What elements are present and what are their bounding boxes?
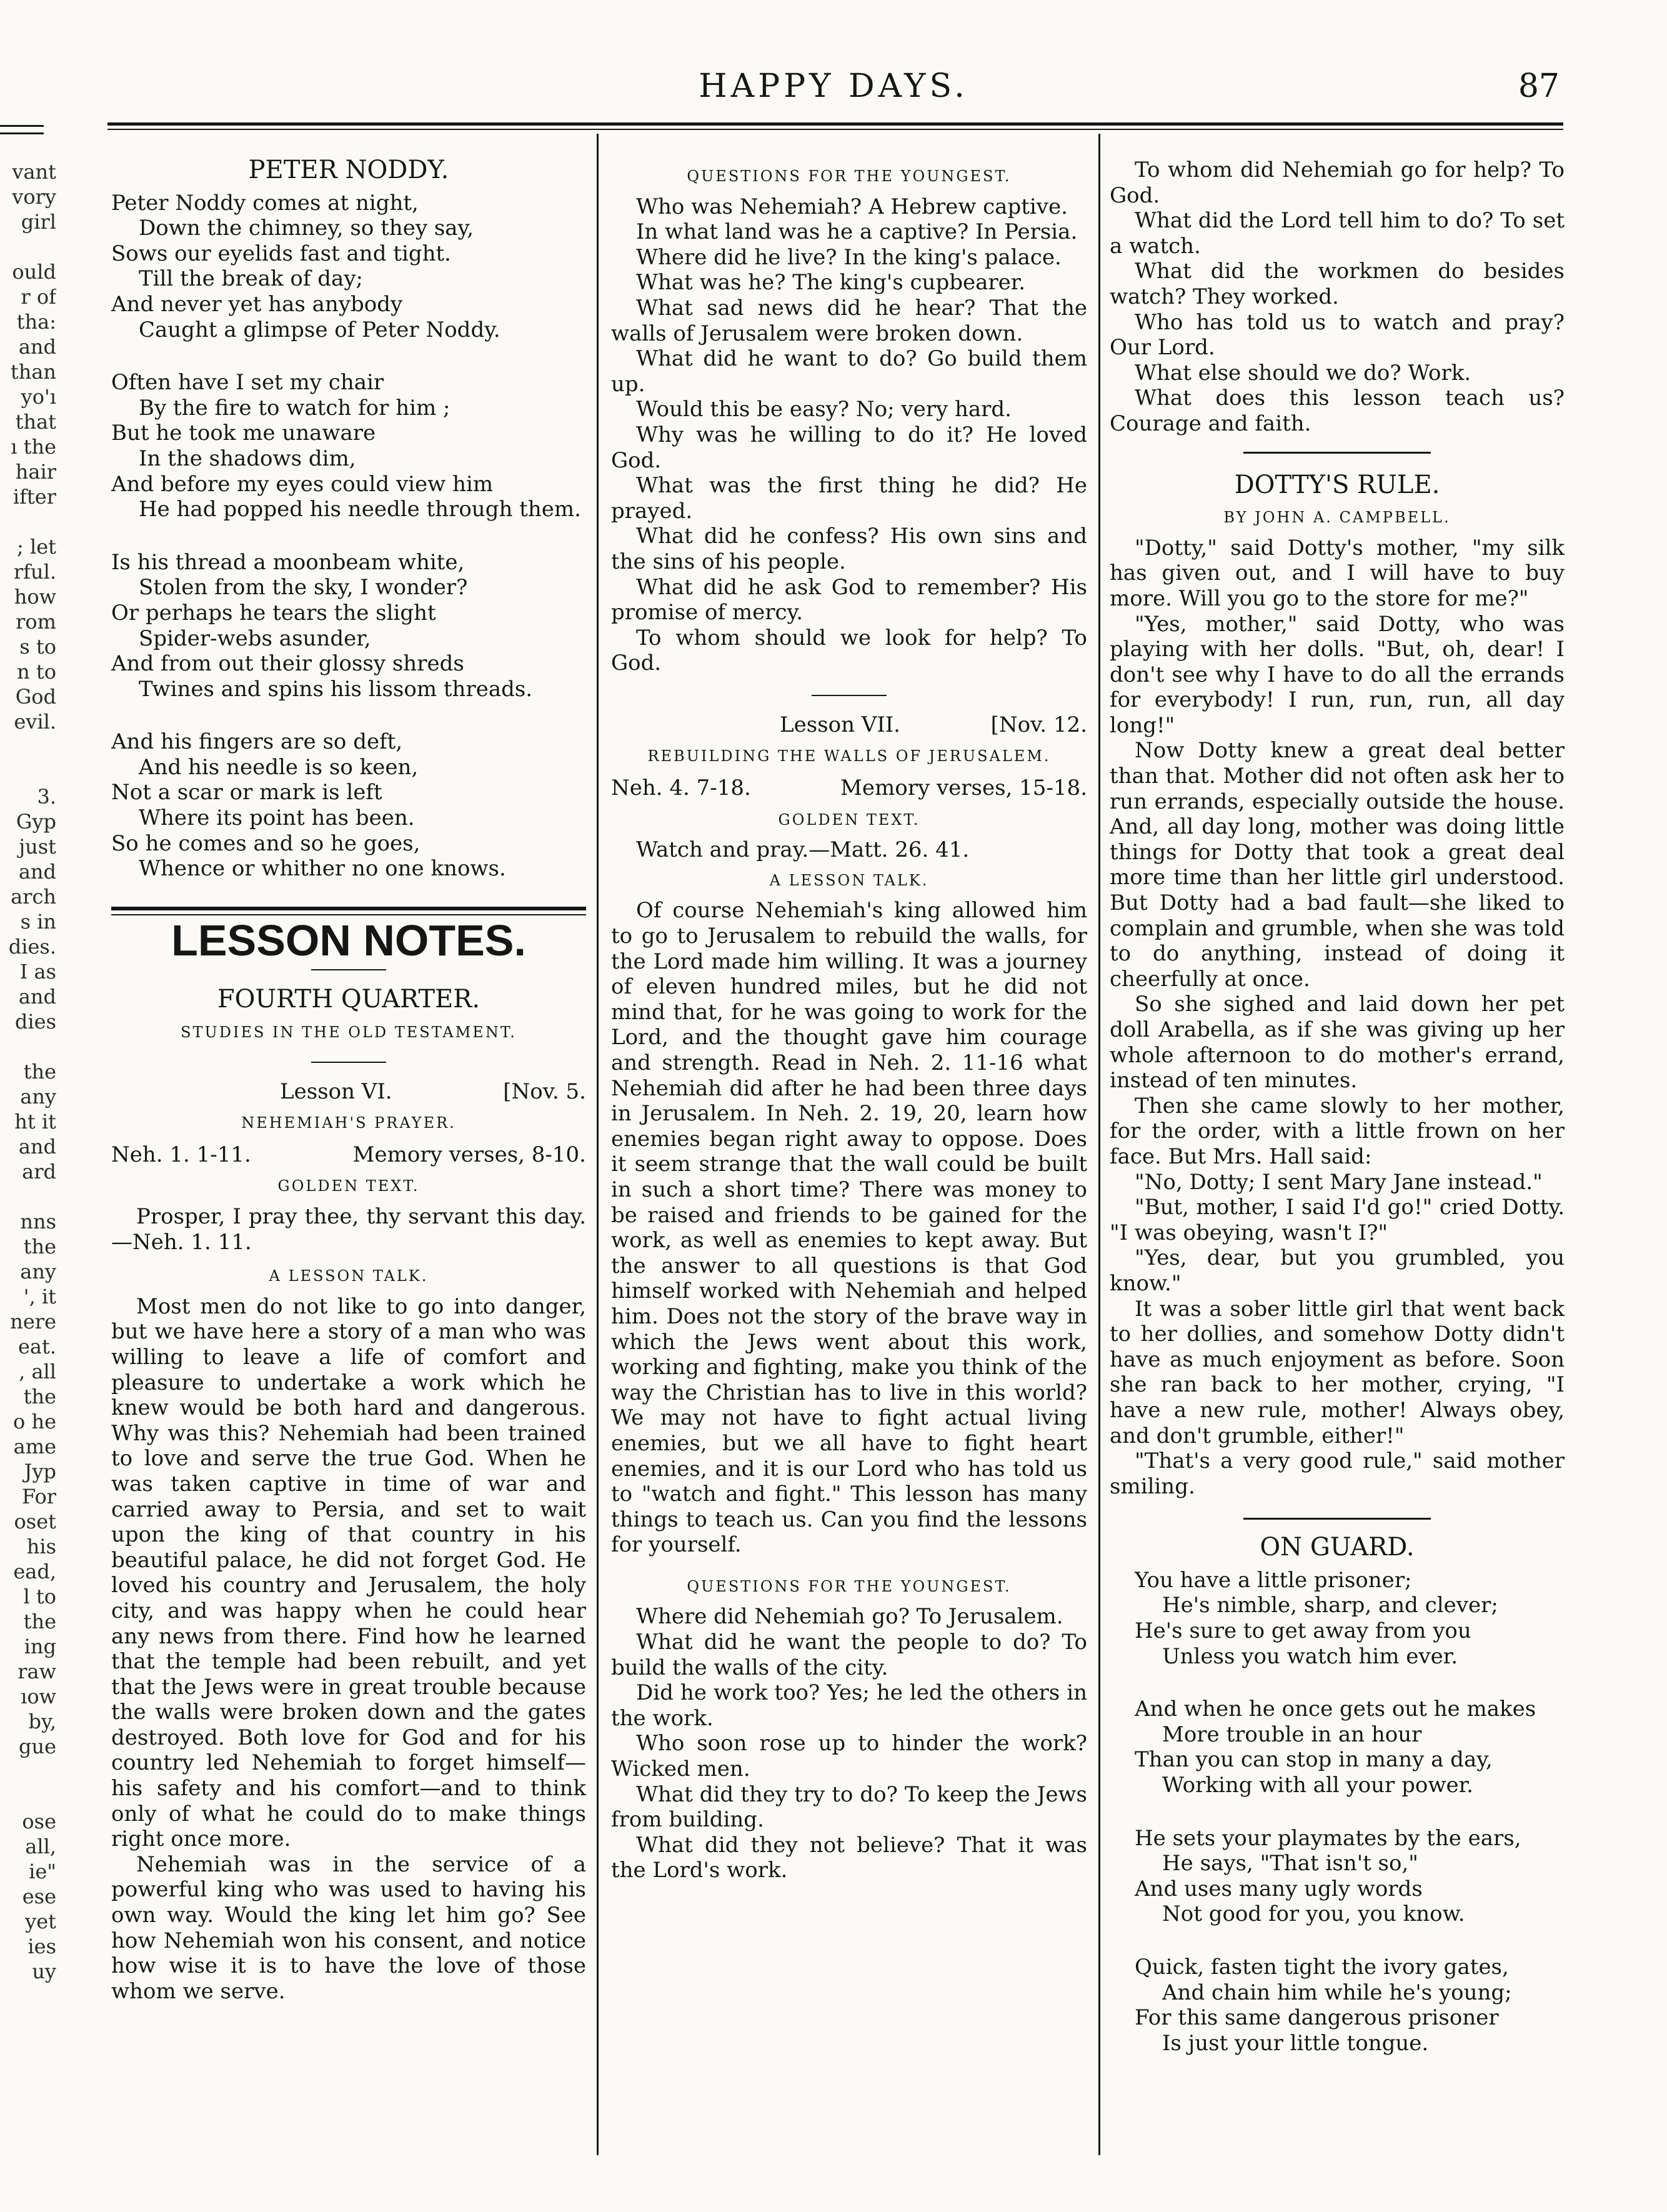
- running-head: HAPPY DAYS.: [699, 67, 968, 105]
- fragment-line: ', it: [23, 1285, 56, 1308]
- fragment-line: hair: [15, 460, 56, 484]
- fragment-line: ame: [13, 1435, 56, 1458]
- lesson7-talk: [611, 898, 1087, 1557]
- question-answer: Did he work too? Yes; he led the others in the work.: [611, 1680, 1087, 1731]
- story-paragraph: It was a sober little girl that went back to her dollies, and somehow Dotty didn't have as much enjoyment as before. Soon she ran back to her mother, crying, "I have a new rule, mother! Always obey, and don't grumble, either!": [1110, 1296, 1565, 1448]
- question-answer: What did they not believe? That it was the Lord's work.: [611, 1832, 1087, 1883]
- fragment-line: o he: [13, 1410, 56, 1433]
- fragment-line: dies: [14, 1010, 56, 1034]
- lesson7-questions: [611, 1604, 1087, 1883]
- poem-line: Is his thread a moonbeam white,: [111, 549, 465, 575]
- fragment-line: uy: [32, 1960, 56, 1983]
- poem-line: Spider-webs asunder,: [139, 625, 371, 651]
- fragment-line: Jyp: [24, 1460, 56, 1483]
- story-dottys-rule: [1110, 536, 1565, 1500]
- poem-line: And when he once gets out he makes: [1135, 1696, 1536, 1722]
- poem-line: Often have I set my chair: [111, 370, 384, 396]
- lesson-notes-heading: LESSON NOTES.: [171, 915, 526, 965]
- fragment-line: the: [23, 1610, 56, 1633]
- separator: [311, 969, 386, 970]
- lesson7-date: [Nov. 12.: [990, 712, 1087, 737]
- question-answer: Who soon rose up to hinder the work? Wicked men.: [611, 1731, 1087, 1782]
- fragment-line: his: [26, 1535, 56, 1558]
- fragment-line: eat.: [17, 1335, 56, 1358]
- separator: [311, 1062, 386, 1063]
- lesson7-number: Lesson VII.: [780, 712, 900, 737]
- fragment-line: and: [18, 860, 56, 884]
- lesson7-talk-label: A LESSON TALK.: [769, 871, 929, 889]
- lesson7-questions-label: QUESTIONS FOR THE YOUNGEST.: [687, 1577, 1012, 1595]
- lesson6-talk-label: A LESSON TALK.: [269, 1267, 429, 1285]
- fragment-line: girl: [21, 210, 56, 234]
- question-answer: Where did Nehemiah go? To Jerusalem.: [636, 1604, 1063, 1630]
- fragment-line: ese: [22, 1885, 56, 1908]
- fragment-line: [0, 1184, 56, 1209]
- fragment-line: raw: [17, 1660, 56, 1683]
- story-paragraph: "But, mother, I said I'd go!" cried Dotty. "I was obeying, wasn't I?": [1110, 1195, 1565, 1245]
- fragment-line: yo'ı: [21, 385, 56, 409]
- fragment-line: yet: [25, 1910, 56, 1933]
- fragment-line: just: [19, 835, 56, 859]
- story-paragraph: "Yes, mother," said Dotty, who was playing with her dolls. "But, oh, dear! I don't see why I have to do all the errands for everybody! I run, run, run, all day long!": [1110, 611, 1565, 738]
- poem-line: Twines and spins his lissom threads.: [139, 676, 533, 702]
- fragment-line: and: [18, 335, 56, 359]
- ornamental-separator: [1243, 452, 1431, 454]
- quarter-heading: FOURTH QUARTER.: [217, 985, 480, 1014]
- question-answer: In what land was he a captive? In Persia.: [636, 219, 1078, 245]
- fragment-line: [0, 734, 56, 759]
- poem-line: Peter Noddy comes at night,: [111, 190, 419, 216]
- lesson6-header: [111, 1079, 586, 1105]
- poem-line: You have a little prisoner;: [1135, 1567, 1412, 1593]
- header-rule-thin: [107, 129, 1563, 130]
- ornamental-separator: [1243, 1518, 1431, 1520]
- fragment-line: the: [23, 1385, 56, 1408]
- poem-line: He had popped his needle through them.: [139, 497, 581, 522]
- column-left: [111, 157, 586, 2004]
- poem-line: Where its point has been.: [139, 805, 415, 831]
- poem-line: He's nimble, sharp, and clever;: [1162, 1593, 1498, 1618]
- studies-heading: STUDIES IN THE OLD TESTAMENT.: [181, 1024, 517, 1042]
- fragment-line: vant: [12, 160, 56, 184]
- fragment-line: all,: [25, 1835, 56, 1858]
- fragment-line: vory: [12, 185, 56, 209]
- poem-stanza: [1135, 1955, 1565, 2056]
- fragment-line: ı the: [11, 435, 56, 459]
- question-answer: What did they try to do? To keep the Jews from building.: [611, 1781, 1087, 1833]
- fragment-line: [0, 234, 56, 259]
- fragment-line: ıow: [21, 1685, 56, 1708]
- question-answer: What was the first thing he did? He prayed.: [611, 473, 1087, 524]
- fragment-line: ing: [24, 1635, 56, 1658]
- fragment-line: and: [18, 1135, 56, 1158]
- lesson6-golden-label: GOLDEN TEXT.: [277, 1177, 420, 1195]
- poem-line: Till the break of day;: [139, 266, 363, 292]
- poem-line: Not good for you, you know.: [1162, 1901, 1465, 1927]
- question-answer: Who has told us to watch and pray? Our Lord.: [1110, 309, 1565, 361]
- fragment-line: and: [18, 985, 56, 1009]
- lesson7-scripture: Neh. 4. 7-18.: [611, 775, 751, 801]
- fragment-line: I as: [19, 960, 56, 984]
- poem-stanza: [1135, 1696, 1565, 1798]
- fragment-line: rful.: [13, 560, 56, 584]
- poem-line: And never yet has anybody: [111, 291, 403, 317]
- story-paragraph: "No, Dotty; I sent Mary Jane instead.": [1135, 1169, 1543, 1195]
- fragment-line: oset: [14, 1510, 56, 1533]
- fragment-line: ies: [27, 1935, 56, 1958]
- fragment-line: ead,: [13, 1560, 56, 1583]
- poem-stanza: [111, 729, 586, 882]
- poem-line: But he took me unaware: [111, 421, 376, 446]
- fragment-line: , all: [19, 1360, 56, 1383]
- lesson6-scripture: Neh. 1. 1-11.: [111, 1142, 251, 1167]
- fragment-line: [0, 1034, 56, 1059]
- poem-line: In the shadows dim,: [139, 446, 356, 471]
- question-answer: What did the workmen do besides watch? They worked.: [1110, 259, 1565, 309]
- poem-stanza: [111, 550, 586, 702]
- lesson6-number: Lesson VI.: [280, 1079, 392, 1104]
- poem-line: Or perhaps he tears the slight: [111, 600, 436, 625]
- poem-line: Quick, fasten tight the ivory gates,: [1135, 1955, 1509, 1980]
- poem-line: And his needle is so keen,: [139, 754, 419, 780]
- fragment-line: s to: [19, 635, 56, 659]
- fragment-line: ie": [29, 1860, 56, 1883]
- poem-line: Down the chimney, so they say,: [139, 216, 474, 241]
- talk-paragraph: Nehemiah was in the service of a powerful king who was used to having his own way. Would the king let him go? See how Nehemiah won his consent, and notice how wise it is to have the love of those whom we serve.: [111, 1851, 586, 2004]
- fragment-line: [0, 759, 56, 784]
- adjacent-page-fragments: [0, 159, 56, 1984]
- poem-line: Unless you watch him ever.: [1162, 1643, 1458, 1669]
- question-answer: Where did he live? In the king's palace.: [636, 244, 1062, 270]
- fragment-line: arch: [11, 885, 56, 909]
- section-rule-thin: [111, 914, 586, 915]
- fragment-line: tha:: [16, 310, 56, 334]
- poem-line: And before my eyes could view him: [111, 471, 494, 497]
- question-answer: What did the Lord tell him to do? To set a watch.: [1110, 208, 1565, 259]
- lesson6-memory-verses: Memory verses, 8-10.: [352, 1142, 586, 1167]
- fragment-line: Gyp: [16, 810, 56, 834]
- fragment-line: ht it: [14, 1110, 56, 1133]
- poem-on-guard: [1110, 1568, 1565, 2056]
- fragment-line: [0, 1759, 56, 1784]
- poem-line: Not a scar or mark is left: [111, 780, 382, 805]
- fragment-line: r of: [21, 285, 56, 309]
- question-answer: To whom did Nehemiah go for help? To God.: [1110, 157, 1565, 208]
- poem-line: He says, "That isn't so,": [1162, 1851, 1418, 1876]
- poem-line: He sets your playmates by the ears,: [1135, 1825, 1521, 1851]
- poem-line: Than you can stop in many a day,: [1135, 1747, 1493, 1773]
- poem-line: By the fire to watch for him ;: [139, 395, 450, 421]
- poem-title-on-guard: ON GUARD.: [1260, 1533, 1415, 1562]
- question-answer: What did he confess? His own sins and the sins of his people.: [611, 524, 1087, 574]
- page-number: 87: [1518, 67, 1560, 105]
- poem-line: And uses many ugly words: [1135, 1876, 1423, 1901]
- left-edge-rule: [0, 125, 44, 127]
- fragment-line: ard: [22, 1160, 56, 1183]
- column-right: [1110, 157, 1565, 2083]
- poem-line: So he comes and so he goes,: [111, 830, 420, 856]
- lesson6-talk: [111, 1294, 586, 2005]
- story-paragraph: "That's a very good rule," said mother smiling.: [1110, 1448, 1565, 1499]
- left-edge-rule-2: [0, 132, 44, 134]
- story-paragraph: Then she came slowly to her mother, for the order, with a little frown on her face. But Mrs. Hall said:: [1110, 1093, 1565, 1169]
- poem-line: More trouble in an hour: [1162, 1721, 1422, 1747]
- lesson7-golden-text: Watch and pray.—Matt. 26. 41.: [636, 837, 970, 863]
- question-answer: What does this lesson teach us? Courage and faith.: [1110, 386, 1565, 436]
- lesson6-golden-text: Prosper, I pray thee, thy servant this day.—Neh. 1. 11.: [111, 1204, 586, 1255]
- poem-line: And chain him while he's young;: [1162, 1980, 1512, 2005]
- fragment-line: n to: [17, 660, 56, 684]
- lesson6-questions-label: QUESTIONS FOR THE YOUNGEST.: [687, 167, 1012, 185]
- question-answer: What was he? The king's cupbearer.: [636, 270, 1026, 296]
- story-title-dottys-rule: DOTTY'S RULE.: [1234, 470, 1440, 499]
- fragment-line: For: [21, 1485, 56, 1508]
- question-answer: Who was Nehemiah? A Hebrew captive.: [636, 194, 1068, 219]
- poem-title-peter-noddy: PETER NODDY.: [248, 156, 449, 184]
- fragment-line: nns: [20, 1210, 56, 1233]
- poem-line: Caught a glimpse of Peter Noddy.: [139, 317, 500, 342]
- question-answer: What else should we do? Work.: [1135, 360, 1471, 386]
- lesson6-questions: [611, 194, 1087, 676]
- fragment-line: God: [15, 685, 56, 709]
- lesson7-reference: [611, 775, 1087, 801]
- fragment-line: l to: [23, 1585, 56, 1608]
- poem-line: Stolen from the sky, I wonder?: [139, 575, 468, 600]
- lesson6-reference: [111, 1142, 586, 1168]
- fragment-line: any: [20, 1260, 56, 1283]
- fragment-line: that: [15, 410, 56, 434]
- separator: [812, 695, 887, 696]
- fragment-line: ould: [12, 260, 56, 284]
- story-paragraph: So she sighed and laid down her pet doll Arabella, as if she was giving up her whole afternoon to do mother's errand, instead of ten minutes.: [1110, 992, 1565, 1094]
- fragment-line: gue: [18, 1735, 56, 1758]
- question-answer: What did he ask God to remember? His promise of mercy.: [611, 574, 1087, 625]
- fragment-line: rom: [16, 610, 56, 634]
- story-paragraph: "Dotty," said Dotty's mother, "my silk has given out, and I will have to buy more. Will you go to the store for me?": [1110, 535, 1565, 611]
- fragment-line: any: [20, 1085, 56, 1108]
- fragment-line: [0, 1784, 56, 1809]
- column-middle: [611, 164, 1087, 1883]
- section-rule-thick: [111, 907, 586, 910]
- question-answer: Why was he willing to do it? He loved God.: [611, 422, 1087, 473]
- header-rule: [107, 122, 1563, 126]
- poem-stanza: [1135, 1568, 1565, 1669]
- fragment-line: by,: [28, 1710, 56, 1733]
- fragment-line: the: [23, 1235, 56, 1258]
- poem-line: Is just your little tongue.: [1162, 2030, 1429, 2056]
- lesson7-header: [611, 712, 1087, 738]
- fragment-line: how: [14, 585, 56, 609]
- poem-line: Sows our eyelids fast and tight.: [111, 241, 451, 266]
- poem-stanza: [1135, 1826, 1565, 1927]
- poem-line: And his fingers are so deft,: [111, 729, 403, 755]
- question-answer: What did he want to do? Go build them up.: [611, 346, 1087, 397]
- fragment-line: s in: [20, 910, 56, 934]
- question-answer: What sad news did he hear? That the walls of Jerusalem were broken down.: [611, 295, 1087, 346]
- fragment-line: ; let: [17, 535, 56, 559]
- story-paragraph: "Yes, dear, but you grumbled, you know.": [1110, 1245, 1565, 1296]
- talk-paragraph: Of course Nehemiah's king allowed him to go to Jerusalem to rebuild the walls, for the Lord made him willing. It was a journey of eleven hundred miles, but he did not mind that, for he was going to work for the Lord, and the thought gave him courage and strength. Read in Neh. 2. 11-16 what Nehemiah did after he had been three days in Jerusalem. In Neh. 2. 19, 20, learn how enemies began right away to oppose. Does it seem strange that the wall could be built in such a short time? There was money to be raised and friends to be gained for the work, as well as enemies to kept away. But the answer to all questions is that God himself worked with Nehemiah and helped him. Does not the story of the brave way in which the Jews went about this work, working and fighting, make you think of the way the Christian has to live in this world? We may not have to fight actual living enemies, but we all have to fight heart enemies, and it is our Lord who has told us to "watch and fight." This lesson has many things to teach us. Can you find the lessons for yourself.: [611, 898, 1087, 1558]
- lesson7-golden-label: GOLDEN TEXT.: [778, 810, 920, 829]
- fragment-line: evil.: [14, 710, 56, 734]
- question-answer: What did he want the people to do? To build the walls of the city.: [611, 1630, 1087, 1680]
- column-divider-2: [1098, 134, 1100, 2155]
- poem-peter-noddy: [111, 191, 586, 882]
- poem-stanza: [111, 370, 586, 522]
- poem-line: He's sure to get away from you: [1135, 1618, 1471, 1644]
- fragment-line: than: [10, 360, 56, 384]
- question-answer: To whom should we look for help? To God.: [611, 625, 1087, 676]
- poem-line: For this same dangerous prisoner: [1135, 2005, 1499, 2031]
- poem-line: And from out their glossy shreds: [111, 651, 464, 677]
- fragment-line: dies.: [8, 935, 56, 959]
- lesson6-date: [Nov. 5.: [503, 1079, 586, 1104]
- lesson7-subject: REBUILDING THE WALLS OF JERUSALEM.: [647, 747, 1051, 765]
- lesson6-subject: NEHEMIAH'S PRAYER.: [241, 1114, 456, 1132]
- fragment-line: ose: [22, 1810, 56, 1833]
- fragment-line: ifter: [12, 485, 56, 509]
- story-byline: BY JOHN A. CAMPBELL.: [1223, 509, 1451, 527]
- story-paragraph: Now Dotty knew a great deal better than that. Mother did not often ask her to run errands, especially outside the house. And, all day long, mother was doing little things for Dotty that took a great deal more time than her little girl understood. But Dotty had a bad fault—she liked to complain and grumble, when she was told to do anything, instead of doing it cheerfully at once.: [1110, 738, 1565, 992]
- fragment-line: [0, 509, 56, 534]
- poem-stanza: [111, 191, 586, 343]
- lesson7-questions-continued: [1110, 157, 1565, 437]
- column-divider-1: [597, 134, 599, 2155]
- fragment-line: nere: [10, 1310, 56, 1333]
- poem-line: Working with all your power.: [1162, 1773, 1473, 1798]
- fragment-line: 3.: [37, 785, 56, 809]
- question-answer: Would this be easy? No; very hard.: [636, 397, 1012, 422]
- talk-paragraph: Most men do not like to go into danger, but we have here a story of a man who was willing to leave a life of comfort and pleasure to undertake a work which he knew would be both hard and dangerous. Why was this? Nehemiah had been trained to love and serve the true God. When he was taken captive in time of war and carried away to Persia, and set to wait upon the king of that country in his beautiful palace, he did not forget God. He loved his country and Jerusalem, the holy city, and was happy when he could hear any news from there. Find how he learned that the temple had been rebuilt, and yet that the Jews were in great trouble because the walls were broken down and the gates destroyed. Both love for God and for his country led Nehemiah to forget himself—his safety and his comfort—and to think only of what he could do to make things right once more.: [111, 1293, 586, 1852]
- lesson7-memory-verses: Memory verses, 15-18.: [840, 775, 1087, 801]
- poem-line: Whence or whither no one knows.: [139, 856, 506, 882]
- fragment-line: the: [23, 1060, 56, 1084]
